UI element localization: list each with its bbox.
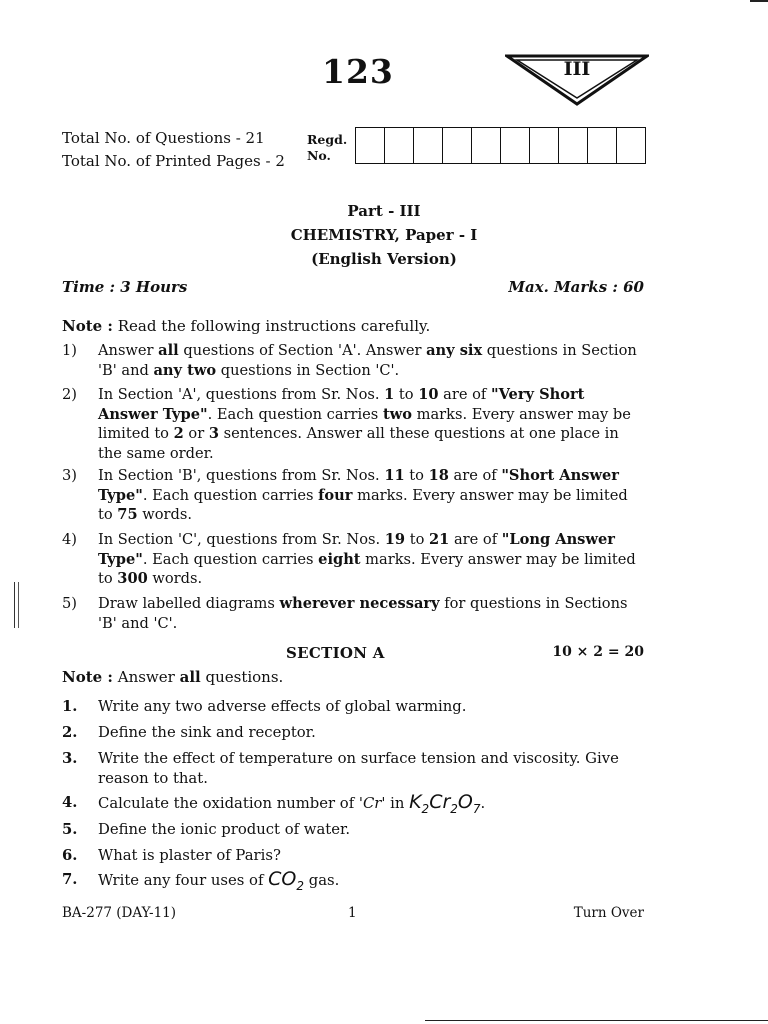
instruction-bold-segment: 18	[428, 467, 449, 484]
instruction-segment: to	[404, 467, 429, 484]
section-note-post: questions.	[200, 668, 284, 686]
question-text: Define the sink and receptor.	[98, 724, 316, 741]
page-number: 1	[348, 905, 357, 921]
instruction-segment: questions of Section 'A'. Answer	[178, 342, 427, 359]
instruction-text	[98, 530, 642, 589]
question-4	[62, 793, 642, 819]
instruction-bold-segment: 1	[384, 386, 395, 403]
bottom-edge-line	[425, 1020, 768, 1021]
q4-text-mid: in	[385, 795, 410, 812]
instruction-bold-segment: 75	[117, 506, 138, 523]
formula-co2	[268, 868, 305, 893]
regd-label-line2: No.	[307, 148, 331, 163]
question-5	[62, 820, 642, 840]
instruction-bold-segment: two	[382, 405, 412, 423]
instruction-bold-segment: 21	[429, 531, 450, 548]
section-a-title: SECTION A	[286, 644, 385, 662]
regd-label	[307, 132, 347, 164]
instruction-item	[62, 466, 642, 525]
footer-code: BA-277 (DAY-11)	[62, 905, 177, 921]
formula-k-sub: 2	[421, 801, 430, 816]
instruction-bold-segment: 19	[384, 531, 406, 548]
formula-cr: Cr	[429, 791, 451, 813]
instruction-text	[98, 466, 642, 525]
instruction-segment: or	[183, 425, 209, 442]
instruction-segment: words.	[147, 570, 203, 587]
note-label: Note :	[62, 317, 113, 335]
instruction-bold-segment: 10	[418, 386, 439, 403]
instruction-item	[62, 341, 642, 380]
regd-digit-box[interactable]	[530, 128, 559, 163]
question-text	[98, 793, 642, 819]
section-a-note	[62, 668, 283, 686]
instruction-segment: Answer	[98, 342, 159, 359]
instruction-bold-segment: any two	[153, 361, 217, 379]
q4-end: .	[480, 795, 486, 812]
formula-o: O	[457, 791, 473, 813]
regd-digit-box[interactable]	[356, 128, 385, 163]
instruction-text	[98, 594, 642, 633]
top-edge-line	[750, 0, 768, 2]
part-title: Part - III	[347, 202, 421, 220]
regd-digit-box[interactable]	[414, 128, 443, 163]
instruction-segment: Draw labelled diagrams	[98, 595, 280, 612]
question-3	[62, 749, 642, 788]
question-text: Define the ionic product of water.	[98, 821, 351, 838]
question-7	[62, 870, 642, 896]
instruction-segment: questions in Section 'C'.	[216, 361, 400, 379]
total-questions: Total No. of Questions - 21	[62, 129, 265, 147]
formula-k2cr2o7	[409, 791, 481, 816]
section-note-label: Note :	[62, 668, 113, 686]
instruction-segment: In Section 'A', questions from Sr. Nos.	[98, 386, 385, 403]
instruction-number: 4)	[62, 531, 77, 548]
q7-text-post: gas.	[304, 872, 340, 889]
instruction-bold-segment: 11	[384, 467, 405, 484]
instruction-segment: . Each question carries	[142, 486, 319, 504]
instruction-segment: marks. Every answer may be limited to	[98, 550, 636, 587]
instruction-bold-segment: wherever necessary	[279, 595, 440, 612]
instruction-number: 5)	[62, 595, 77, 612]
instructions-note	[62, 317, 430, 335]
question-text	[98, 870, 642, 896]
instruction-text	[98, 341, 642, 380]
paper-meta	[62, 127, 285, 173]
question-number: 7.	[62, 871, 78, 888]
instruction-bold-segment: any six	[426, 342, 483, 359]
regd-digit-box[interactable]	[385, 128, 414, 163]
regd-digit-box[interactable]	[617, 128, 645, 163]
time-allowed: Time : 3 Hours	[62, 278, 188, 296]
question-6	[62, 846, 642, 866]
paper-triangle-badge	[505, 52, 649, 108]
instruction-segment: marks. Every answer may be limited to	[98, 486, 628, 523]
regd-number-boxes[interactable]	[355, 127, 646, 164]
instruction-bold-segment: "Long Answer Type"	[98, 531, 615, 568]
question-text: Write the effect of temperature on surface tension and viscosity. Give reason to that.	[98, 750, 619, 787]
instruction-bold-segment: four	[318, 486, 353, 504]
instruction-bold-segment: all	[158, 342, 179, 359]
section-note-bold: all	[179, 668, 201, 686]
regd-digit-box[interactable]	[559, 128, 588, 163]
instruction-bold-segment: "Short Answer Type"	[98, 467, 619, 504]
instruction-bold-segment: 2	[173, 425, 184, 442]
instruction-number: 3)	[62, 467, 77, 484]
instruction-text	[98, 385, 642, 463]
question-text: Write any two adverse effects of global warming.	[98, 698, 467, 715]
regd-digit-box[interactable]	[443, 128, 472, 163]
question-number: 6.	[62, 847, 78, 864]
instruction-segment: marks. Every answer may be limited to	[98, 405, 631, 442]
instruction-item	[62, 530, 642, 589]
regd-digit-box[interactable]	[588, 128, 617, 163]
instruction-item	[62, 385, 642, 463]
total-pages: Total No. of Printed Pages - 2	[62, 152, 285, 170]
instruction-number: 1)	[62, 342, 77, 359]
triangle-label: III	[563, 58, 591, 80]
instruction-number: 2)	[62, 386, 77, 403]
regd-digit-box[interactable]	[501, 128, 530, 163]
instruction-segment: are of	[449, 531, 502, 548]
instruction-item	[62, 594, 642, 633]
instruction-segment: In Section 'B', questions from Sr. Nos.	[98, 467, 385, 484]
instruction-segment: . Each question carries	[207, 405, 383, 423]
instruction-segment: words.	[137, 506, 192, 523]
instruction-segment: to	[394, 386, 419, 403]
question-text: What is plaster of Paris?	[98, 847, 281, 864]
question-number: 3.	[62, 750, 78, 767]
instruction-bold-segment: 300	[117, 570, 148, 587]
regd-digit-box[interactable]	[472, 128, 501, 163]
formula-co-sub: 2	[296, 878, 305, 893]
version-title: (English Version)	[311, 250, 457, 268]
instruction-segment: to	[405, 531, 430, 548]
section-a-marks: 10 × 2 = 20	[552, 644, 644, 660]
note-text: Read the following instructions carefully.	[117, 317, 431, 335]
question-2	[62, 723, 642, 743]
question-1	[62, 697, 642, 717]
q4-cr: 'Cr'	[358, 795, 386, 812]
question-number: 5.	[62, 821, 78, 838]
instruction-segment: are of	[438, 386, 491, 403]
formula-cr-sub: 2	[450, 801, 458, 816]
regd-label-line1: Regd.	[307, 132, 348, 147]
instruction-bold-segment: "Very Short Answer Type"	[98, 386, 585, 423]
instruction-segment: In Section 'C', questions from Sr. Nos.	[98, 531, 385, 548]
instruction-segment: are of	[448, 467, 502, 484]
q4-text-pre: Calculate the oxidation number of	[98, 795, 359, 812]
q7-text-pre: Write any four uses of	[98, 872, 269, 889]
turn-over: Turn Over	[573, 905, 644, 921]
question-number: 2.	[62, 724, 78, 741]
instruction-bold-segment: eight	[318, 550, 361, 568]
instruction-segment: . Each question carries	[142, 550, 319, 568]
question-number: 4.	[62, 794, 78, 811]
section-note-pre: Answer	[117, 668, 180, 686]
subject-title: CHEMISTRY, Paper - I	[290, 226, 478, 244]
formula-co: CO	[268, 868, 297, 890]
instruction-segment: for questions in Sections 'B' and 'C'.	[98, 595, 628, 632]
paper-code: 123	[322, 52, 394, 91]
instruction-segment: questions in Section 'B' and	[98, 342, 637, 379]
instruction-bold-segment: 3	[208, 425, 219, 442]
formula-k: K	[409, 791, 422, 813]
question-number: 1.	[62, 698, 78, 715]
instruction-segment: sentences. Answer all these questions at one place in the same order.	[98, 425, 619, 462]
margin-mark	[14, 582, 19, 628]
max-marks: Max. Marks : 60	[508, 278, 644, 296]
formula-o-sub: 7	[472, 801, 481, 816]
